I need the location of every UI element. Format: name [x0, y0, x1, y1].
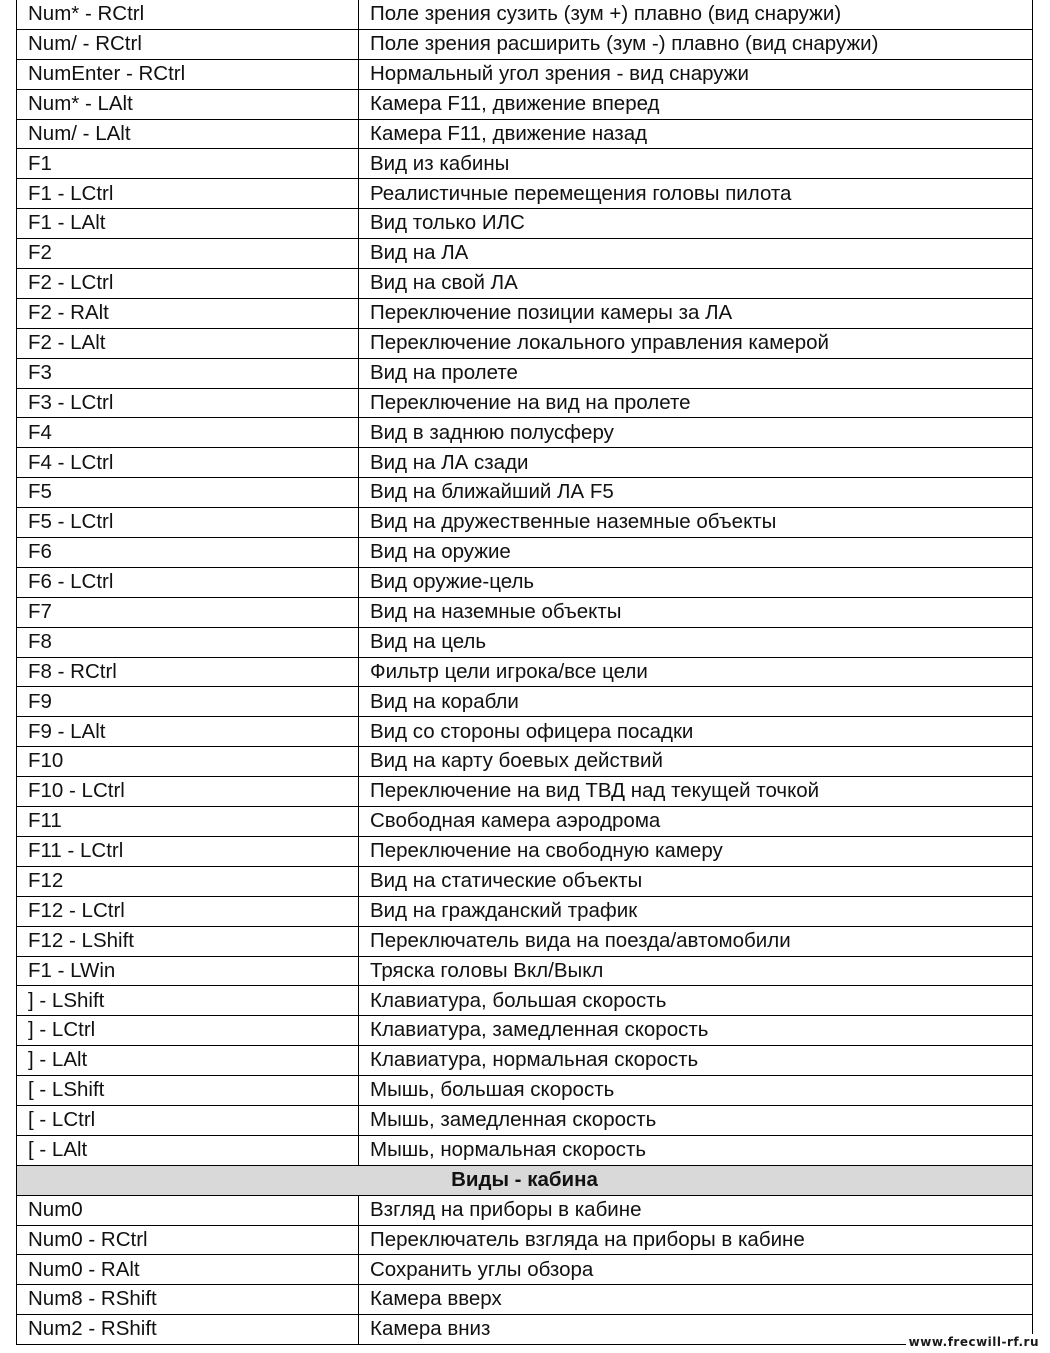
table-row [17, 149, 1033, 179]
table-row [17, 807, 1033, 837]
table-row [17, 657, 1033, 687]
hotkey-cell: Num/ - LAlt [17, 119, 359, 149]
hotkey-cell: ] - LAlt [17, 1046, 359, 1076]
table-row [17, 836, 1033, 866]
action-cell: Клавиатура, большая скорость [359, 986, 1033, 1016]
hotkey-cell: Num* - LAlt [17, 89, 359, 119]
hotkey-cell: F8 - RCtrl [17, 657, 359, 687]
action-cell: Поле зрения расширить (зум -) плавно (вид снаружи) [359, 29, 1033, 59]
action-cell: Вид на ЛА сзади [359, 448, 1033, 478]
table-row [17, 627, 1033, 657]
hotkey-cell: F9 - LAlt [17, 717, 359, 747]
hotkey-cell: F6 - LCtrl [17, 567, 359, 597]
table-row [17, 1315, 1033, 1345]
table-row [17, 1255, 1033, 1285]
table-row [17, 687, 1033, 717]
hotkey-cell: F6 [17, 538, 359, 568]
action-cell: Взгляд на приборы в кабине [359, 1195, 1033, 1225]
hotkey-cell: F4 - LCtrl [17, 448, 359, 478]
table-row [17, 269, 1033, 299]
action-cell: Вид на наземные объекты [359, 597, 1033, 627]
table-row [17, 926, 1033, 956]
table-row [17, 538, 1033, 568]
hotkey-cell: Num2 - RShift [17, 1315, 359, 1345]
hotkey-cell: F1 - LAlt [17, 209, 359, 239]
action-cell: Мышь, замедленная скорость [359, 1105, 1033, 1135]
action-cell: Переключатель вида на поезда/автомобили [359, 926, 1033, 956]
action-cell: Вид на гражданский трафик [359, 896, 1033, 926]
table-row [17, 1046, 1033, 1076]
table-row [17, 358, 1033, 388]
hotkey-cell: F7 [17, 597, 359, 627]
hotkey-cell: F2 - LAlt [17, 328, 359, 358]
action-cell: Вид на свой ЛА [359, 269, 1033, 299]
table-row [17, 179, 1033, 209]
hotkey-cell: F11 - LCtrl [17, 836, 359, 866]
action-cell: Переключение на вид на пролете [359, 388, 1033, 418]
action-cell: Вид на оружие [359, 538, 1033, 568]
hotkey-cell: NumEnter - RCtrl [17, 59, 359, 89]
action-cell: Камера вниз [359, 1315, 1033, 1345]
table-row [17, 239, 1033, 269]
table-row [17, 119, 1033, 149]
table-row [17, 418, 1033, 448]
hotkey-cell: [ - LShift [17, 1076, 359, 1106]
action-cell: Камера F11, движение вперед [359, 89, 1033, 119]
table-row [17, 209, 1033, 239]
action-cell: Переключатель взгляда на приборы в кабине [359, 1225, 1033, 1255]
action-cell: Свободная камера аэродрома [359, 807, 1033, 837]
hotkey-cell: Num* - RCtrl [17, 0, 359, 29]
table-row [17, 777, 1033, 807]
hotkeys-table [16, 0, 1033, 1345]
action-cell: Вид на цель [359, 627, 1033, 657]
action-cell: Вид на дружественные наземные объекты [359, 508, 1033, 538]
hotkey-cell: F3 [17, 358, 359, 388]
action-cell: Фильтр цели игрока/все цели [359, 657, 1033, 687]
hotkey-cell: [ - LCtrl [17, 1105, 359, 1135]
action-cell: Переключение на свободную камеру [359, 836, 1033, 866]
table-row [17, 1285, 1033, 1315]
hotkey-cell: Num0 [17, 1195, 359, 1225]
action-cell: Вид на корабли [359, 687, 1033, 717]
action-cell: Клавиатура, замедленная скорость [359, 1016, 1033, 1046]
hotkey-cell: F12 - LCtrl [17, 896, 359, 926]
table-row [17, 1135, 1033, 1165]
table-row [17, 0, 1033, 29]
action-cell: Нормальный угол зрения - вид снаружи [359, 59, 1033, 89]
table-row [17, 597, 1033, 627]
hotkey-cell: F12 - LShift [17, 926, 359, 956]
hotkeys-table-body [17, 0, 1033, 1345]
table-row [17, 1105, 1033, 1135]
action-cell: Вид со стороны офицера посадки [359, 717, 1033, 747]
hotkey-cell: [ - LAlt [17, 1135, 359, 1165]
action-cell: Вид на ЛА [359, 239, 1033, 269]
action-cell: Вид только ИЛС [359, 209, 1033, 239]
hotkey-cell: F1 [17, 149, 359, 179]
hotkey-cell: F11 [17, 807, 359, 837]
hotkey-cell: Num8 - RShift [17, 1285, 359, 1315]
action-cell: Мышь, большая скорость [359, 1076, 1033, 1106]
hotkey-cell: F1 - LCtrl [17, 179, 359, 209]
action-cell: Сохранить углы обзора [359, 1255, 1033, 1285]
hotkey-cell: Num0 - RAlt [17, 1255, 359, 1285]
action-cell: Вид из кабины [359, 149, 1033, 179]
table-row [17, 29, 1033, 59]
action-cell: Камера вверх [359, 1285, 1033, 1315]
hotkey-cell: F10 - LCtrl [17, 777, 359, 807]
section-header-row [17, 1165, 1033, 1195]
hotkey-cell: F2 - LCtrl [17, 269, 359, 299]
hotkey-cell: F10 [17, 747, 359, 777]
hotkey-cell: F5 - LCtrl [17, 508, 359, 538]
table-row [17, 298, 1033, 328]
table-row [17, 448, 1033, 478]
table-row [17, 59, 1033, 89]
table-row [17, 1016, 1033, 1046]
action-cell: Клавиатура, нормальная скорость [359, 1046, 1033, 1076]
table-row [17, 508, 1033, 538]
table-row [17, 1076, 1033, 1106]
hotkey-cell: ] - LShift [17, 986, 359, 1016]
action-cell: Переключение на вид ТВД над текущей точкой [359, 777, 1033, 807]
action-cell: Вид на статические объекты [359, 866, 1033, 896]
table-row [17, 1225, 1033, 1255]
hotkey-cell: F5 [17, 478, 359, 508]
hotkey-cell: F12 [17, 866, 359, 896]
table-row [17, 89, 1033, 119]
action-cell: Вид в заднюю полусферу [359, 418, 1033, 448]
action-cell: Реалистичные перемещения головы пилота [359, 179, 1033, 209]
action-cell: Вид на карту боевых действий [359, 747, 1033, 777]
hotkey-cell: F2 - RAlt [17, 298, 359, 328]
hotkey-cell: F2 [17, 239, 359, 269]
action-cell: Мышь, нормальная скорость [359, 1135, 1033, 1165]
hotkey-cell: Num/ - RCtrl [17, 29, 359, 59]
action-cell: Камера F11, движение назад [359, 119, 1033, 149]
table-row [17, 896, 1033, 926]
table-row [17, 986, 1033, 1016]
table-row [17, 478, 1033, 508]
action-cell: Вид на ближайший ЛА F5 [359, 478, 1033, 508]
table-row [17, 747, 1033, 777]
watermark: www.frecwill-rf.ru [906, 1334, 1042, 1350]
hotkey-cell: ] - LCtrl [17, 1016, 359, 1046]
table-row [17, 717, 1033, 747]
action-cell: Поле зрения сузить (зум +) плавно (вид снаружи) [359, 0, 1033, 29]
table-row [17, 567, 1033, 597]
hotkey-cell: F4 [17, 418, 359, 448]
hotkey-cell: Num0 - RCtrl [17, 1225, 359, 1255]
table-row [17, 1195, 1033, 1225]
section-header: Виды - кабина [17, 1165, 1033, 1195]
table-row [17, 328, 1033, 358]
action-cell: Переключение позиции камеры за ЛА [359, 298, 1033, 328]
table-row [17, 388, 1033, 418]
table-row [17, 956, 1033, 986]
action-cell: Вид на пролете [359, 358, 1033, 388]
action-cell: Тряска головы Вкл/Выкл [359, 956, 1033, 986]
action-cell: Переключение локального управления камерой [359, 328, 1033, 358]
action-cell: Вид оружие-цель [359, 567, 1033, 597]
hotkey-cell: F1 - LWin [17, 956, 359, 986]
hotkey-cell: F3 - LCtrl [17, 388, 359, 418]
table-row [17, 866, 1033, 896]
hotkey-cell: F8 [17, 627, 359, 657]
hotkey-cell: F9 [17, 687, 359, 717]
